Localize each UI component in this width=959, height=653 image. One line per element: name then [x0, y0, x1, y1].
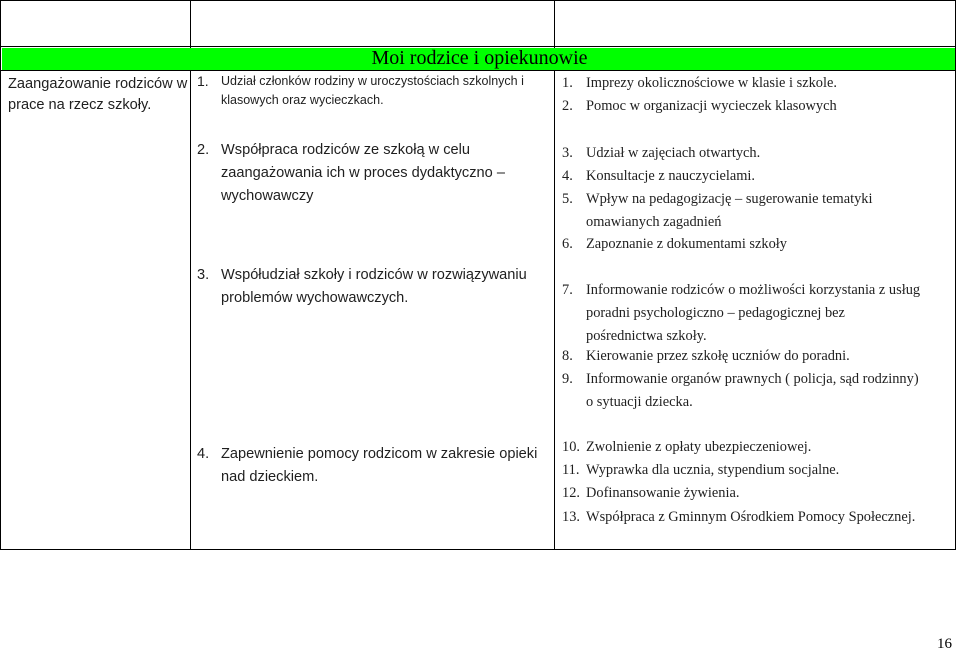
right-item-13-text: Współpraca z Gminnym Ośrodkiem Pomocy Społecznej.	[586, 509, 916, 525]
right-item-7-line-1: Informowanie rodziców o możliwości korzystania z usług	[586, 282, 921, 298]
page-number: 16	[937, 636, 952, 652]
middle-item-1-line-1: Udział członków rodziny w uroczystościach szkolnych i	[221, 74, 524, 88]
right-item-6-number: 6.	[562, 236, 573, 252]
middle-item-2-line-3: wychowawczy	[221, 188, 314, 204]
right-item-7-number: 7.	[562, 282, 573, 298]
right-item-11-number: 11.	[562, 462, 580, 478]
left-cell-line-1: Zaangażowanie rodziców w	[8, 76, 188, 92]
right-item-2-text: Pomoc w organizacji wycieczek klasowych	[586, 98, 837, 114]
right-item-8-text: Kierowanie przez szkołę uczniów do poradni.	[586, 348, 850, 364]
middle-column	[197, 0, 552, 549]
right-item-2-number: 2.	[562, 98, 573, 114]
right-border	[955, 0, 956, 550]
middle-item-1-number: 1.	[197, 73, 209, 89]
right-column	[562, 0, 952, 549]
left-cell-line-2: prace na rzecz szkoły.	[8, 97, 152, 113]
right-item-5-line-1: Wpływ na pedagogizację – sugerowanie tematyki	[586, 191, 873, 207]
middle-item-3-line-2: problemów wychowawczych.	[221, 290, 409, 306]
middle-item-2	[197, 139, 552, 209]
right-item-6-text: Zapoznanie z dokumentami szkoły	[586, 236, 788, 252]
right-item-4-number: 4.	[562, 168, 573, 184]
right-item-9-line-1: Informowanie organów prawnych ( policja, sąd rodzinny)	[586, 371, 919, 387]
right-item-7-line-3: pośrednictwa szkoły.	[586, 328, 707, 344]
middle-item-2-line-1: Współpraca rodziców ze szkołą w celu	[221, 142, 470, 158]
right-item-8-number: 8.	[562, 348, 573, 364]
col-divider-1	[190, 0, 191, 550]
right-item-5-number: 5.	[562, 191, 573, 207]
middle-item-2-number: 2.	[197, 142, 210, 158]
right-item-7-line-2: poradni psychologiczno – pedagogicznej bez	[586, 305, 845, 321]
right-item-11-text: Wyprawka dla ucznia, stypendium socjalne.	[586, 462, 840, 478]
middle-item-2-line-2: zaangażowania ich w proces dydaktyczno –	[221, 165, 505, 181]
middle-item-1-line-2: klasowych oraz wycieczkach.	[221, 93, 384, 107]
bottom-border	[0, 549, 956, 550]
middle-item-3-line-1: Współudział szkoły i rodziców w rozwiązywaniu	[221, 267, 527, 283]
middle-item-1	[197, 72, 552, 112]
right-item-13-number: 13.	[562, 509, 580, 525]
right-item-1-text: Imprezy okolicznościowe w klasie i szkole.	[586, 75, 837, 91]
left-cell-text	[8, 74, 187, 116]
middle-item-3	[197, 264, 552, 310]
right-item-10-text: Zwolnienie z opłaty ubezpieczeniowej.	[586, 439, 812, 455]
right-item-3-number: 3.	[562, 145, 573, 161]
right-item-10-number: 10.	[562, 439, 580, 455]
right-item-5-line-2: omawianych zagadnień	[586, 214, 722, 230]
middle-item-4-number: 4.	[197, 446, 210, 462]
col-divider-2	[554, 0, 555, 550]
right-item-9-line-2: o sytuacji dziecka.	[586, 394, 693, 410]
right-item-9-number: 9.	[562, 371, 573, 387]
middle-item-3-number: 3.	[197, 267, 210, 283]
middle-item-4-line-1: Zapewnienie pomocy rodzicom w zakresie opieki	[221, 446, 538, 462]
section-title: Moi rodzice i opiekunowie	[371, 47, 588, 69]
middle-item-4-line-2: nad dzieckiem.	[221, 469, 319, 485]
right-item-1-number: 1.	[562, 75, 573, 91]
left-border	[0, 0, 1, 550]
right-item-12-number: 12.	[562, 485, 580, 501]
right-item-12-text: Dofinansowanie żywienia.	[586, 485, 740, 501]
right-item-3-text: Udział w zajęciach otwartych.	[586, 145, 761, 161]
middle-item-4	[197, 443, 552, 489]
right-item-4-text: Konsultacje z nauczycielami.	[586, 168, 756, 184]
